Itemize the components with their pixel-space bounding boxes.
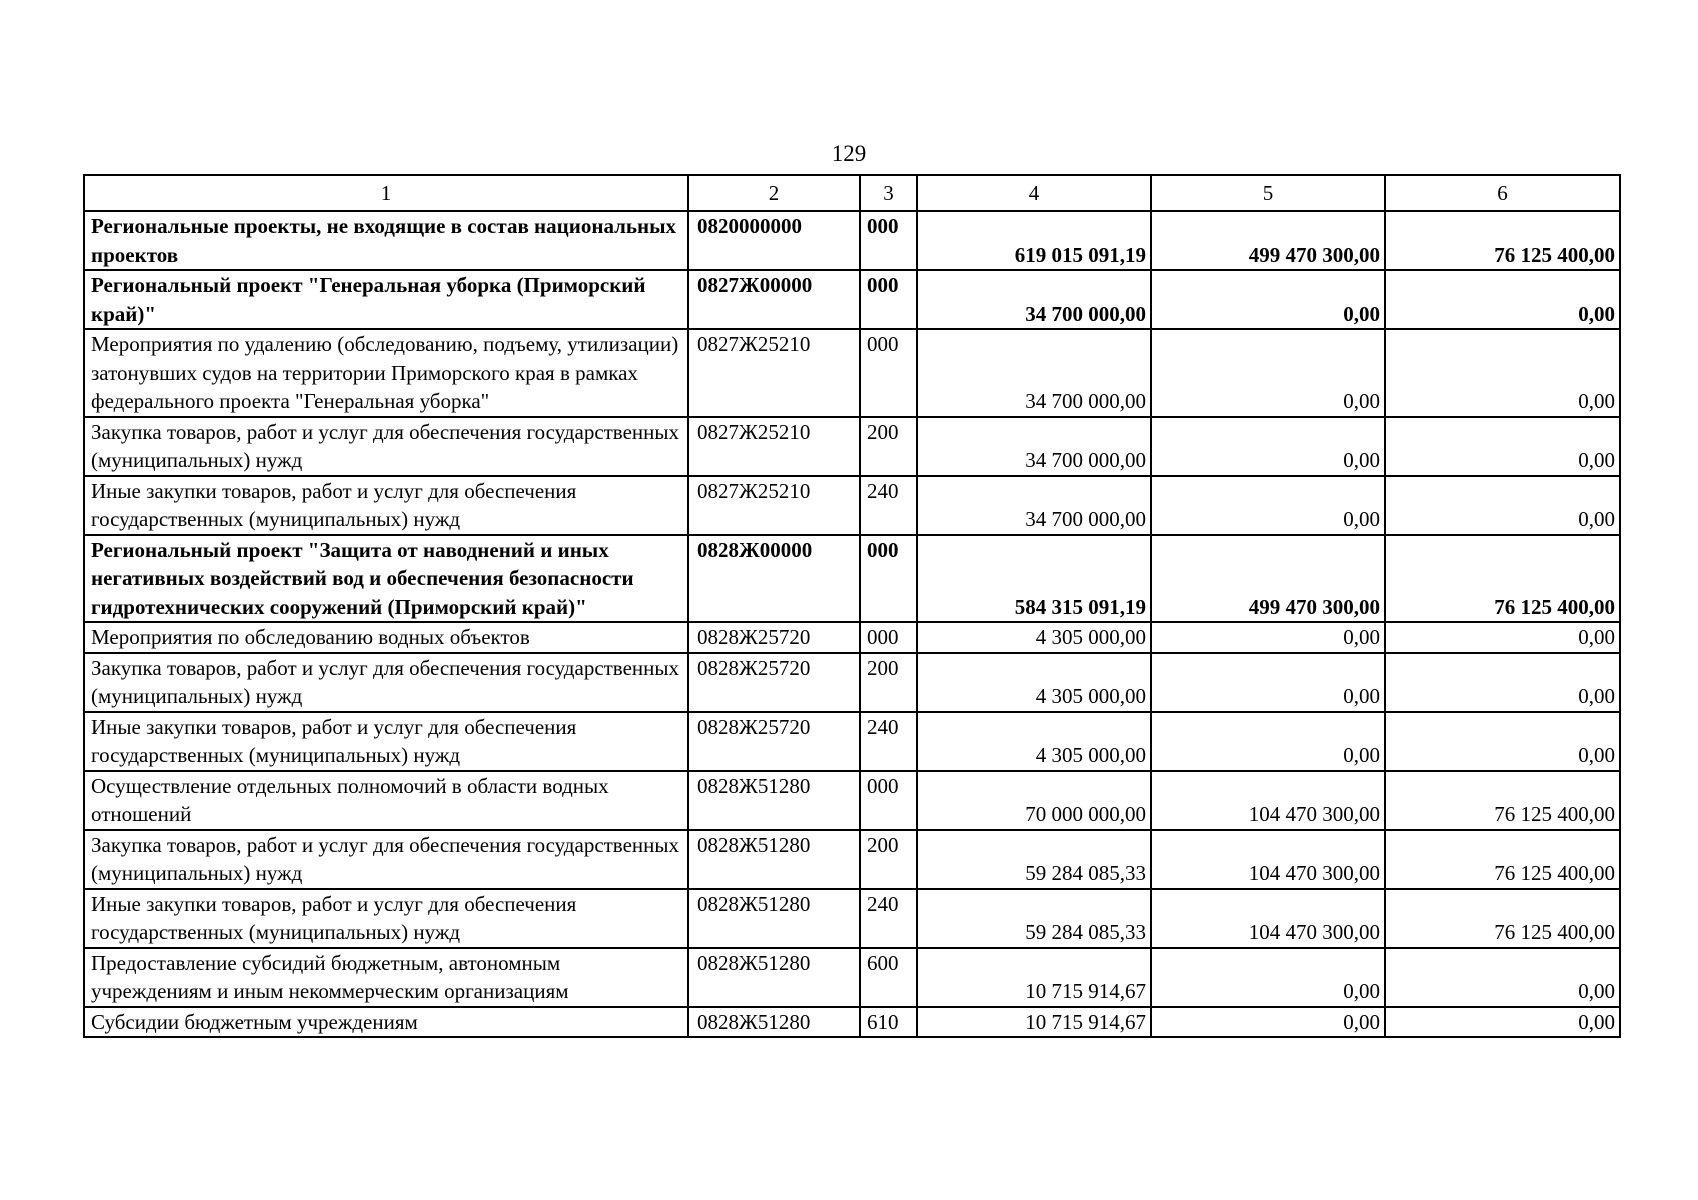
row-name: Иные закупки товаров, работ и услуг для обеспечения государственных (муниципальных) нужд (84, 476, 688, 535)
table-row (84, 771, 1620, 830)
row-amount-col6: 0,00 (1385, 653, 1620, 712)
row-expense-type: 000 (860, 535, 917, 623)
row-target-code: 0828Ж51280 (688, 948, 860, 1007)
row-amount-col5: 0,00 (1151, 1007, 1385, 1038)
row-name: Осуществление отдельных полномочий в области водных отношений (84, 771, 688, 830)
table-row (84, 653, 1620, 712)
table-row (84, 1007, 1620, 1038)
row-amount-col5: 0,00 (1151, 653, 1385, 712)
row-amount-col5: 0,00 (1151, 712, 1385, 771)
row-expense-type: 000 (860, 211, 917, 270)
column-header: 2 (688, 175, 860, 211)
row-amount-col6: 0,00 (1385, 1007, 1620, 1038)
row-target-code: 0827Ж25210 (688, 417, 860, 476)
row-target-code: 0828Ж51280 (688, 830, 860, 889)
row-name: Закупка товаров, работ и услуг для обеспечения государственных (муниципальных) нужд (84, 417, 688, 476)
row-amount-col4: 4 305 000,00 (917, 622, 1151, 653)
row-expense-type: 000 (860, 771, 917, 830)
row-amount-col6: 0,00 (1385, 270, 1620, 329)
row-amount-col5: 499 470 300,00 (1151, 211, 1385, 270)
row-amount-col5: 0,00 (1151, 476, 1385, 535)
row-amount-col4: 59 284 085,33 (917, 889, 1151, 948)
row-amount-col5: 104 470 300,00 (1151, 830, 1385, 889)
column-header: 1 (84, 175, 688, 211)
table-row (84, 329, 1620, 417)
row-target-code: 0828Ж51280 (688, 771, 860, 830)
row-amount-col6: 0,00 (1385, 712, 1620, 771)
row-name: Региональные проекты, не входящие в состав национальных проектов (84, 211, 688, 270)
row-expense-type: 000 (860, 622, 917, 653)
row-amount-col6: 0,00 (1385, 417, 1620, 476)
row-amount-col4: 70 000 000,00 (917, 771, 1151, 830)
row-amount-col6: 76 125 400,00 (1385, 771, 1620, 830)
row-amount-col4: 10 715 914,67 (917, 1007, 1151, 1038)
column-header: 4 (917, 175, 1151, 211)
row-amount-col5: 499 470 300,00 (1151, 535, 1385, 623)
row-amount-col5: 0,00 (1151, 622, 1385, 653)
row-amount-col4: 34 700 000,00 (917, 270, 1151, 329)
table-row (84, 476, 1620, 535)
row-amount-col5: 0,00 (1151, 417, 1385, 476)
row-target-code: 0827Ж25210 (688, 329, 860, 417)
row-expense-type: 240 (860, 476, 917, 535)
row-target-code: 0827Ж00000 (688, 270, 860, 329)
table-row (84, 889, 1620, 948)
row-amount-col4: 34 700 000,00 (917, 417, 1151, 476)
row-amount-col6: 0,00 (1385, 622, 1620, 653)
row-amount-col6: 76 125 400,00 (1385, 211, 1620, 270)
row-amount-col4: 619 015 091,19 (917, 211, 1151, 270)
row-target-code: 0828Ж00000 (688, 535, 860, 623)
row-expense-type: 000 (860, 329, 917, 417)
row-amount-col6: 0,00 (1385, 476, 1620, 535)
row-target-code: 0828Ж25720 (688, 622, 860, 653)
row-name: Закупка товаров, работ и услуг для обеспечения государственных (муниципальных) нужд (84, 830, 688, 889)
row-name: Предоставление субсидий бюджетным, автономным учреждениям и иным некоммерческим организациям (84, 948, 688, 1007)
row-expense-type: 200 (860, 417, 917, 476)
row-amount-col4: 4 305 000,00 (917, 712, 1151, 771)
row-amount-col6: 0,00 (1385, 329, 1620, 417)
row-target-code: 0828Ж25720 (688, 712, 860, 771)
row-name: Субсидии бюджетным учреждениям (84, 1007, 688, 1038)
row-name: Мероприятия по обследованию водных объектов (84, 622, 688, 653)
row-amount-col4: 34 700 000,00 (917, 476, 1151, 535)
column-header: 6 (1385, 175, 1620, 211)
row-target-code: 0827Ж25210 (688, 476, 860, 535)
column-header: 3 (860, 175, 917, 211)
budget-table (83, 174, 1621, 1038)
row-amount-col5: 0,00 (1151, 270, 1385, 329)
row-amount-col6: 76 125 400,00 (1385, 830, 1620, 889)
row-amount-col4: 4 305 000,00 (917, 653, 1151, 712)
row-target-code: 0828Ж51280 (688, 889, 860, 948)
row-amount-col4: 10 715 914,67 (917, 948, 1151, 1007)
table-row (84, 270, 1620, 329)
row-amount-col5: 104 470 300,00 (1151, 889, 1385, 948)
table-row (84, 535, 1620, 623)
page-number: 129 (831, 141, 867, 166)
row-name: Иные закупки товаров, работ и услуг для обеспечения государственных (муниципальных) нужд (84, 889, 688, 948)
row-target-code: 0828Ж25720 (688, 653, 860, 712)
row-amount-col5: 0,00 (1151, 948, 1385, 1007)
row-amount-col6: 76 125 400,00 (1385, 889, 1620, 948)
row-name: Региональный проект "Защита от наводнений и иных негативных воздействий вод и обеспечения безопасности гидротехнических сооружений (Приморский край)" (84, 535, 688, 623)
row-amount-col5: 104 470 300,00 (1151, 771, 1385, 830)
row-expense-type: 610 (860, 1007, 917, 1038)
row-name: Региональный проект "Генеральная уборка (Приморский край)" (84, 270, 688, 329)
row-amount-col4: 34 700 000,00 (917, 329, 1151, 417)
row-amount-col4: 584 315 091,19 (917, 535, 1151, 623)
row-name: Мероприятия по удалению (обследованию, подъему, утилизации) затонувших судов на территории Приморского края в рамках федерального проекта "Генеральная уборка" (84, 329, 688, 417)
table-row (84, 712, 1620, 771)
table-row (84, 622, 1620, 653)
row-expense-type: 240 (860, 712, 917, 771)
row-target-code: 0820000000 (688, 211, 860, 270)
table-row (84, 830, 1620, 889)
row-expense-type: 240 (860, 889, 917, 948)
column-header: 5 (1151, 175, 1385, 211)
row-expense-type: 000 (860, 270, 917, 329)
table-row (84, 948, 1620, 1007)
row-expense-type: 600 (860, 948, 917, 1007)
row-amount-col6: 0,00 (1385, 948, 1620, 1007)
row-amount-col6: 76 125 400,00 (1385, 535, 1620, 623)
row-target-code: 0828Ж51280 (688, 1007, 860, 1038)
row-amount-col4: 59 284 085,33 (917, 830, 1151, 889)
table-body (84, 211, 1620, 1037)
column-number-row (84, 175, 1620, 211)
row-name: Закупка товаров, работ и услуг для обеспечения государственных (муниципальных) нужд (84, 653, 688, 712)
row-amount-col5: 0,00 (1151, 329, 1385, 417)
table-row (84, 417, 1620, 476)
table-row (84, 211, 1620, 270)
row-expense-type: 200 (860, 830, 917, 889)
row-expense-type: 200 (860, 653, 917, 712)
row-name: Иные закупки товаров, работ и услуг для обеспечения государственных (муниципальных) нужд (84, 712, 688, 771)
